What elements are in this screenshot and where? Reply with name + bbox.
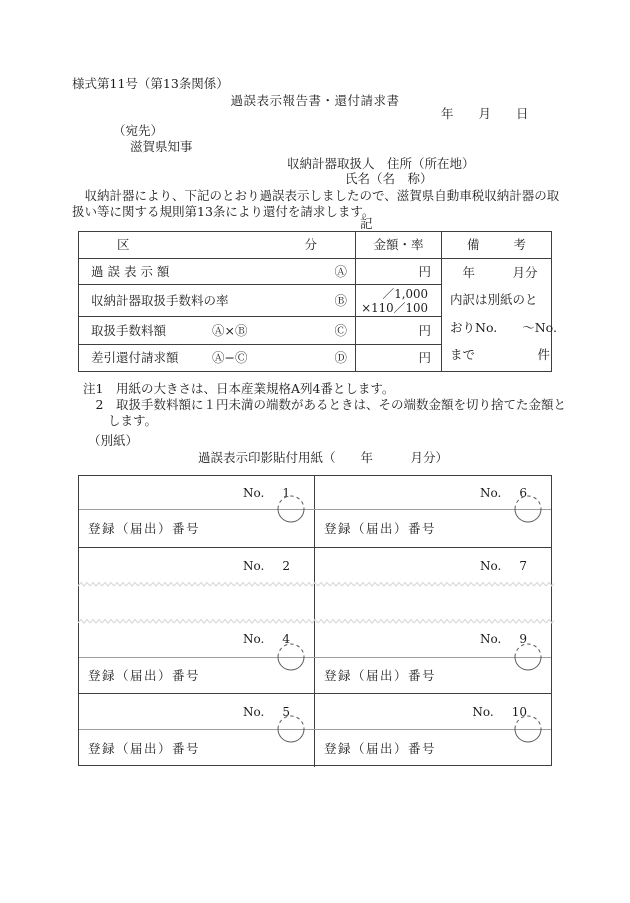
- no-label: No.: [472, 704, 494, 719]
- seal-number-row-4: [79, 621, 551, 658]
- row-label: 収納計器取扱手数料の率: [91, 292, 229, 308]
- registration-label: 登録（届出）番号: [324, 667, 437, 683]
- row-formula: Ⓐ×Ⓑ: [212, 322, 248, 338]
- seal-cell-no-6: [315, 476, 551, 509]
- registration-row-5: [79, 730, 551, 767]
- handler-name-line: 氏名（名 称）: [345, 171, 433, 186]
- doc-title: 過誤表示報告書・還付請求書: [230, 93, 400, 108]
- seal-circle-icon: [512, 641, 544, 673]
- no-label: No.: [480, 632, 502, 646]
- column-header-category: [79, 232, 356, 259]
- remarks-line-3: おりNo. 〜No.: [450, 319, 557, 335]
- body-line-2: 扱い等に関する規則第13条により還付を請求します。: [72, 204, 375, 219]
- row-error-amount-label: [79, 259, 356, 285]
- torn-edge-wave-top: [78, 580, 554, 588]
- remarks-header-left: 備: [467, 237, 480, 252]
- body-line-1: 収納計器により、下記のとおり過誤表示しましたので、滋賀県自動車税収納計器の取: [72, 188, 560, 203]
- seal-number-row-2: [79, 548, 551, 584]
- refund-table: [78, 231, 557, 372]
- remarks-line-4: まで 件: [450, 346, 551, 362]
- rate-numerator: ／1,000: [382, 286, 428, 301]
- seal-number-row-5: [79, 694, 551, 730]
- remarks-line-1: 年 月分: [450, 265, 538, 280]
- no-label: No.: [480, 485, 502, 500]
- seal-number-row-1: [79, 476, 551, 510]
- category-header-left: 区: [117, 237, 130, 252]
- row-mark-b: Ⓑ: [334, 292, 347, 308]
- addressee-label: （宛先）: [113, 123, 164, 138]
- torn-gap-cell: [79, 584, 315, 621]
- addressee-name: 滋賀県知事: [130, 139, 193, 154]
- notes-line-1: 注1 用紙の大きさは、日本産業規格A列4番とします。: [83, 381, 395, 396]
- record-heading: 記: [360, 216, 373, 231]
- column-header-remarks: [442, 232, 551, 259]
- seal-number: 10: [511, 704, 527, 719]
- registration-label: 登録（届出）番号: [88, 740, 201, 756]
- registration-label: 登録（届出）番号: [88, 520, 201, 536]
- form-number: 様式第11号（第13条関係）: [72, 76, 229, 91]
- row-fee-rate-value: [356, 285, 442, 317]
- row-handling-fee-label: [79, 317, 356, 345]
- registration-label: 登録（届出）番号: [324, 740, 437, 756]
- no-label: No.: [480, 559, 502, 573]
- row-label: 取扱手数料額: [91, 322, 167, 338]
- row-mark-a: Ⓐ: [334, 263, 347, 279]
- registration-row-1: [79, 510, 551, 548]
- row-refund-claim-label: [79, 345, 356, 371]
- notes-line-2: 2 取扱手数料額に１円未満の端数があるときは、その端数金額を切り捨てた金額と: [83, 397, 566, 412]
- seal-cell-no-1: [79, 476, 315, 509]
- seal-number: 5: [282, 704, 290, 719]
- seal-circle-icon: [275, 493, 307, 525]
- no-label: No.: [243, 559, 265, 573]
- torn-edge-wave-bottom: [78, 617, 554, 625]
- attachment-title: 過誤表示印影貼付用紙（ 年 月分）: [198, 450, 449, 465]
- row-label: 差引還付請求額: [91, 350, 179, 365]
- torn-gap-cell: [315, 584, 551, 621]
- seal-number: 1: [282, 485, 290, 500]
- seal-circle-icon: [275, 641, 307, 673]
- handler-line: 収納計器取扱人 住所（所在地）: [287, 156, 475, 171]
- seal-cell-no-5: [79, 694, 315, 729]
- no-label: No.: [243, 485, 265, 500]
- seal-cell-no-2: [79, 548, 315, 584]
- registration-label: 登録（届出）番号: [88, 667, 201, 683]
- remarks-header-right: 考: [513, 237, 526, 252]
- row-handling-fee-value: 円: [356, 317, 442, 345]
- notes-line-3: します。: [83, 413, 158, 428]
- rate-multiplier: ×110／100: [361, 300, 428, 315]
- seal-cell-no-4: [79, 621, 315, 657]
- seal-number: 7: [519, 559, 527, 573]
- torn-gap-row: [79, 584, 551, 621]
- no-label: No.: [243, 704, 265, 719]
- attachment-label: （別紙）: [88, 433, 139, 448]
- seal-circle-icon: [275, 713, 307, 745]
- remarks-cell: [442, 259, 557, 371]
- row-formula: Ⓐ−Ⓒ: [212, 350, 248, 365]
- row-refund-claim-value: 円: [356, 345, 442, 371]
- seal-number: 2: [282, 559, 290, 573]
- registration-label: 登録（届出）番号: [324, 520, 437, 536]
- remarks-line-2: 内訳は別紙のと: [450, 292, 538, 308]
- seal-cell-no-9: [315, 621, 551, 657]
- seal-sheet-table: [78, 475, 552, 766]
- row-mark-c: Ⓒ: [334, 322, 347, 338]
- no-label: No.: [243, 632, 265, 646]
- seal-number: 4: [282, 632, 290, 646]
- seal-number: 6: [519, 485, 527, 500]
- seal-cell-no-10: [315, 694, 551, 729]
- category-header-right: 分: [304, 237, 317, 252]
- registration-row-4: [79, 658, 551, 694]
- row-error-amount-value: 円: [356, 259, 442, 285]
- seal-cell-no-7: [315, 548, 551, 584]
- row-fee-rate-label: [79, 285, 356, 317]
- row-mark-d: Ⓓ: [334, 350, 347, 365]
- seal-number: 9: [519, 632, 527, 646]
- date-line: 年 月 日: [441, 106, 529, 121]
- row-label: 過 誤 表 示 額: [91, 263, 170, 279]
- column-header-amount: 金額・率: [356, 232, 442, 259]
- seal-circle-icon: [512, 493, 544, 525]
- seal-circle-icon: [512, 713, 544, 745]
